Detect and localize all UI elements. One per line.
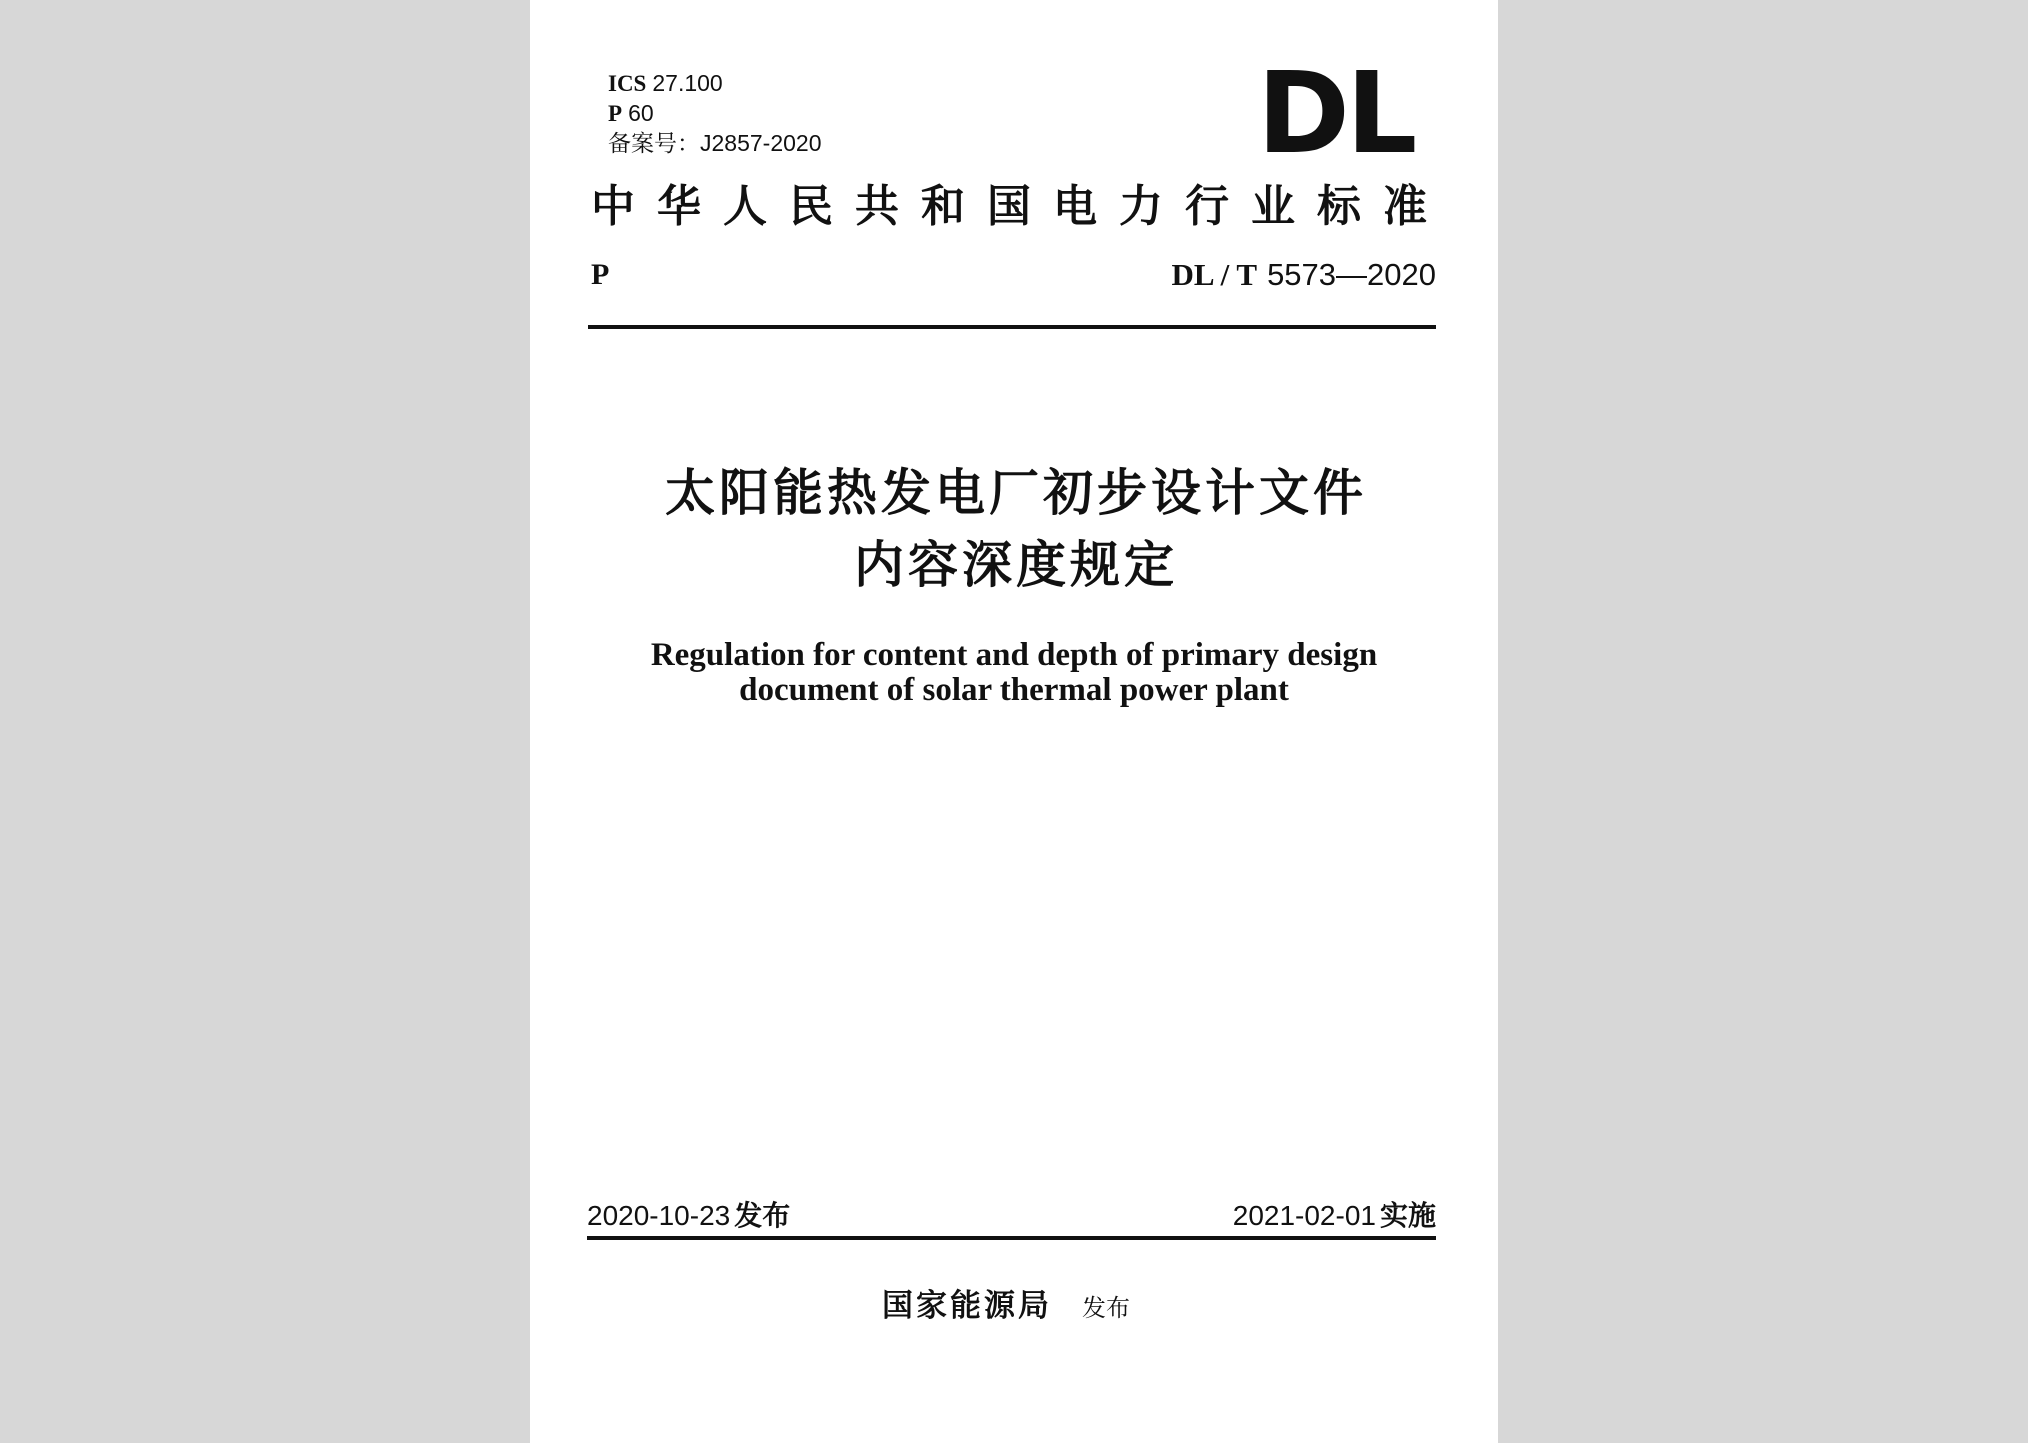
implement-label: 实施 bbox=[1379, 1199, 1436, 1232]
ics-code: 27.100 bbox=[652, 70, 723, 96]
english-title-line-2: document of solar thermal power plant bbox=[739, 672, 1289, 708]
implement-date: 2021-02-01 bbox=[1232, 1200, 1376, 1231]
filing-number: J2857-2020 bbox=[700, 130, 822, 156]
filing-label: 备案号： bbox=[608, 130, 700, 156]
issue-date: 2020-10-23 bbox=[587, 1200, 731, 1231]
ics-label: ICS bbox=[608, 71, 647, 96]
implement-date-block bbox=[1233, 1199, 1436, 1233]
english-title-line-1: Regulation for content and depth of primary design bbox=[650, 637, 1378, 673]
class-row bbox=[608, 98, 822, 128]
class-label: P bbox=[608, 101, 623, 126]
chinese-title-line-1: 太阳能热发电厂初步设计文件 bbox=[665, 464, 1367, 522]
document-cover-page bbox=[530, 0, 1498, 1443]
issue-label: 发布 bbox=[734, 1199, 791, 1232]
dl-logo: DL bbox=[1257, 49, 1414, 179]
issue-date-block bbox=[587, 1199, 790, 1233]
standard-category: P bbox=[591, 258, 610, 291]
filing-row bbox=[608, 128, 822, 158]
bottom-divider bbox=[587, 1236, 1436, 1240]
chinese-title-line-2: 内容深度规定 bbox=[854, 536, 1178, 594]
classification-codes bbox=[608, 68, 822, 158]
class-code: 60 bbox=[628, 100, 654, 126]
issuer-block bbox=[882, 1286, 1130, 1331]
chinese-title bbox=[530, 457, 1498, 601]
standard-number-prefix: DL / T bbox=[1171, 257, 1258, 292]
english-title bbox=[530, 638, 1498, 708]
standard-number bbox=[1171, 258, 1436, 292]
standard-type-heading: 中华人民共和国电力行业标准 bbox=[591, 181, 1449, 232]
standard-number-value: 5573—2020 bbox=[1267, 257, 1436, 292]
top-divider bbox=[588, 325, 1436, 329]
ics-row bbox=[608, 68, 822, 98]
issuer-label: 发布 bbox=[1082, 1294, 1130, 1322]
issuer-name: 国家能源局 bbox=[882, 1288, 1052, 1324]
